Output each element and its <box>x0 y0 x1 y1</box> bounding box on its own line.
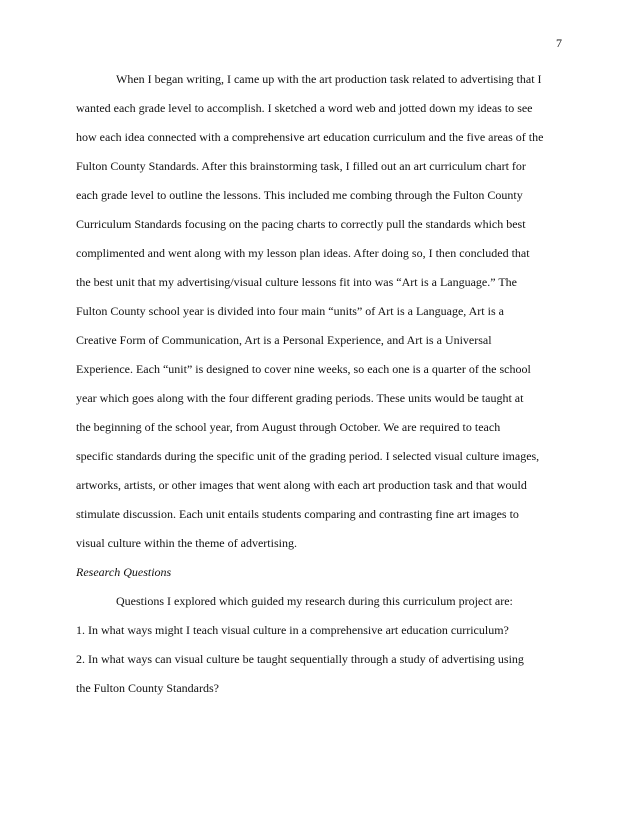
paragraph-line: artworks, artists, or other images that went along with each art production task and that would <box>76 478 527 492</box>
paragraph-line: specific standards during the specific unit of the grading period. I selected visual culture images, <box>76 449 540 463</box>
paragraph-line: Fulton County school year is divided into four main “units” of Art is a Language, Art is a <box>76 304 504 318</box>
list-item: 2. In what ways can visual culture be taught sequentially through a study of advertising using <box>76 652 524 666</box>
paragraph-line: year which goes along with the four different grading periods. These units would be taught at <box>76 391 524 405</box>
paragraph-line: When I began writing, I came up with the art production task related to advertising that I <box>116 72 542 86</box>
section-heading: Research Questions <box>76 565 172 579</box>
paragraph-line: each grade level to outline the lessons. This included me combing through the Fulton County <box>76 188 523 202</box>
paragraph-line: Experience. Each “unit” is designed to cover nine weeks, so each one is a quarter of the school <box>76 362 531 376</box>
paragraph-line: Curriculum Standards focusing on the pacing charts to correctly pull the standards which best <box>76 217 526 231</box>
list-item-continuation: the Fulton County Standards? <box>76 681 219 695</box>
paragraph-line: wanted each grade level to accomplish. I sketched a word web and jotted down my ideas to see <box>76 101 533 115</box>
paragraph-line: complimented and went along with my lesson plan ideas. After doing so, I then concluded that <box>76 246 530 260</box>
paragraph-line: how each idea connected with a comprehensive art education curriculum and the five areas of the <box>76 130 544 144</box>
paragraph-line: Fulton County Standards. After this brainstorming task, I filled out an art curriculum chart for <box>76 159 526 173</box>
paragraph-line: the beginning of the school year, from August through October. We are required to teach <box>76 420 501 434</box>
page-number: 7 <box>556 36 562 50</box>
paragraph-line: the best unit that my advertising/visual culture lessons fit into was “Art is a Language.” The <box>76 275 518 289</box>
paragraph-line: stimulate discussion. Each unit entails students comparing and contrasting fine art images to <box>76 507 519 521</box>
paragraph-line: visual culture within the theme of advertising. <box>76 536 297 550</box>
paragraph-line: Questions I explored which guided my research during this curriculum project are: <box>116 594 513 608</box>
paragraph-line: Creative Form of Communication, Art is a Personal Experience, and Art is a Universal <box>76 333 492 347</box>
list-item: 1. In what ways might I teach visual culture in a comprehensive art education curriculum? <box>76 623 509 637</box>
